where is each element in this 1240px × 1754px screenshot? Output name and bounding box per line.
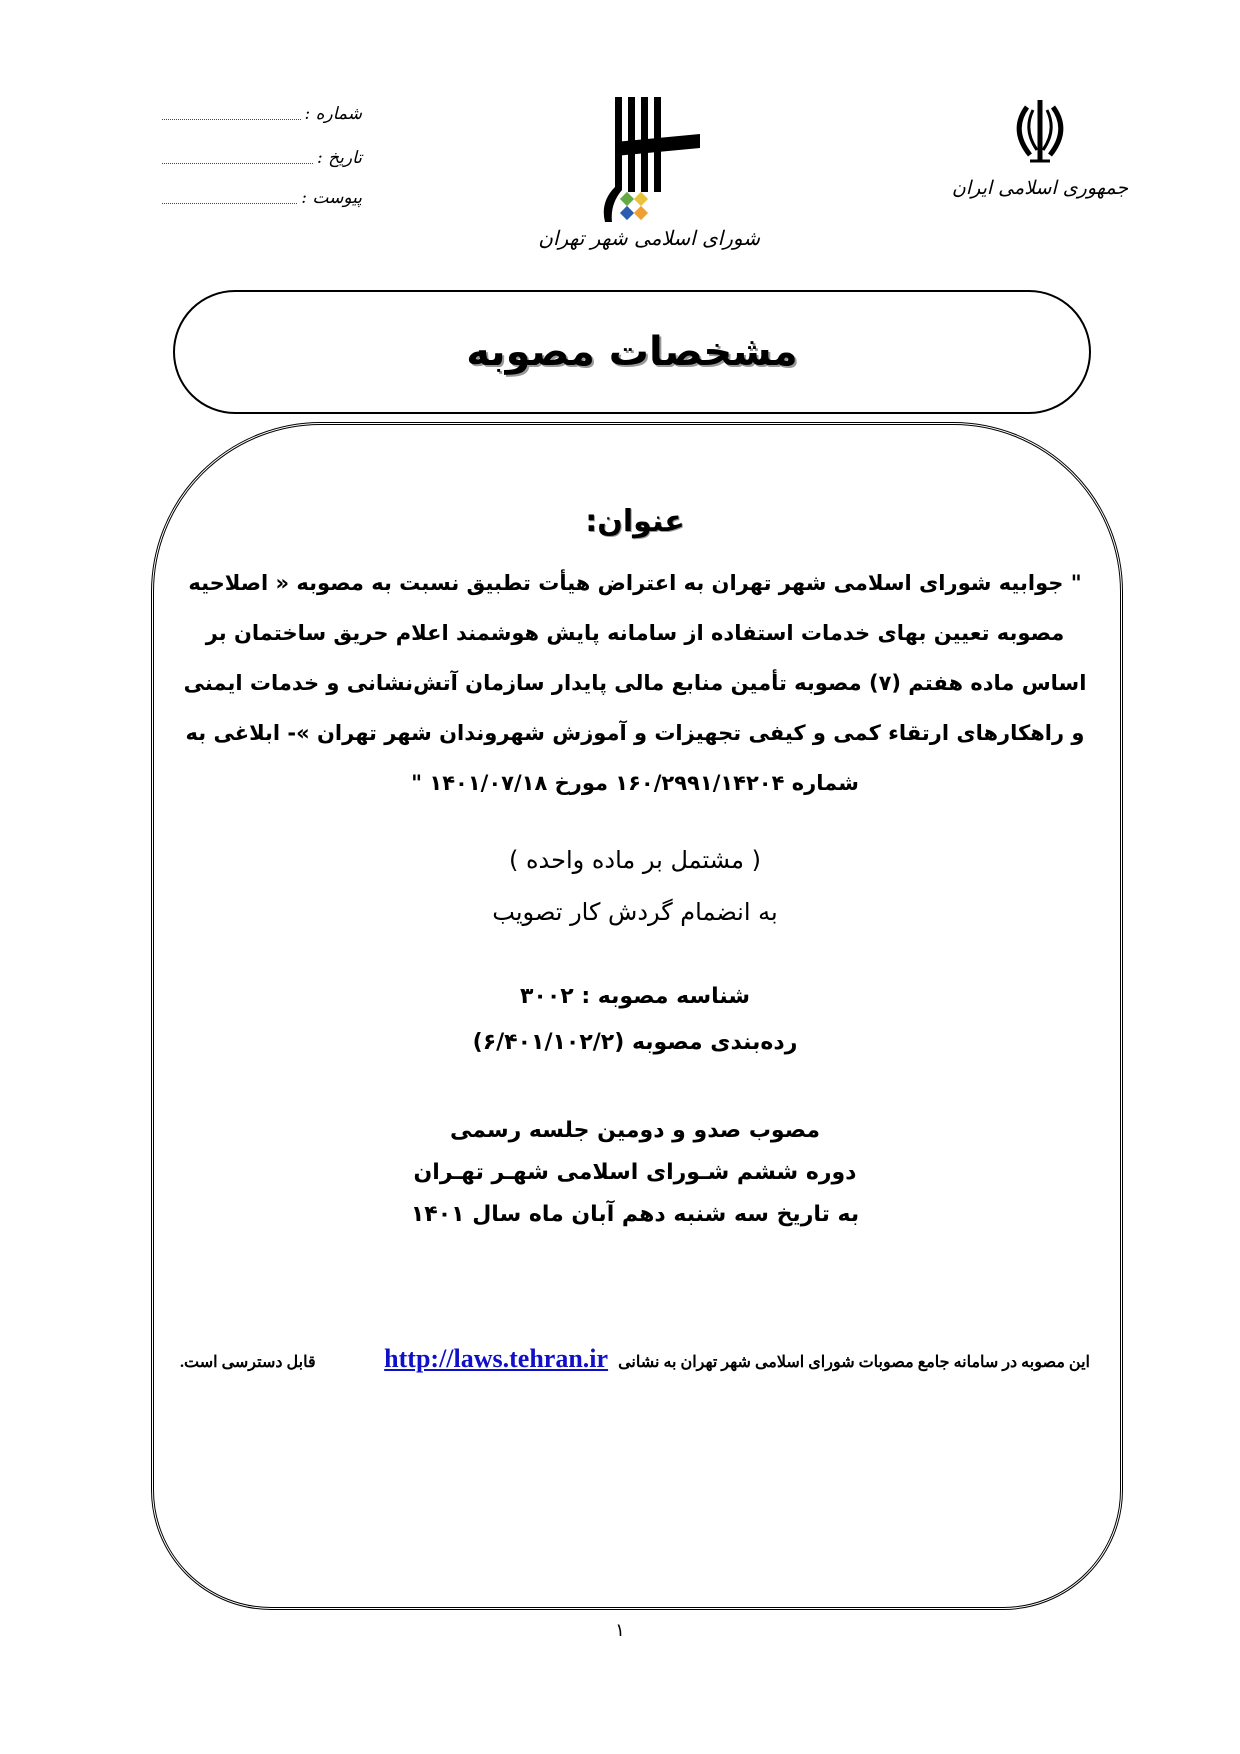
subject-label: عنوان: <box>585 504 685 539</box>
date-label: تاریخ : <box>317 148 362 168</box>
page-number: ۱ <box>615 1620 625 1641</box>
content-body <box>180 500 1090 1380</box>
page-title: مشخصات مصوبه <box>466 329 798 375</box>
approval-date: به تاریخ سه شنبه دهم آبان ماه سال ۱۴۰۱ <box>410 1202 860 1227</box>
emblem-text: جمهوری اسلامی ایران <box>951 177 1129 199</box>
footer-text-before: این مصوبه در سامانه جامع مصوبات شورای اسلامی شهر تهران به نشانی <box>618 1354 1090 1371</box>
footer-text-after: قابل دسترسی است. <box>180 1354 316 1371</box>
attachment-note: به انضمام گردش کار تصویب <box>492 898 778 926</box>
emblem-icon <box>1005 95 1075 165</box>
dotted-line <box>162 163 313 164</box>
council-logo-text: شورای اسلامی شهر تهران <box>538 226 760 250</box>
number-label: شماره : <box>304 104 362 124</box>
resolution-id: شناسه مصوبه : ۳۰۰۲ <box>519 984 751 1009</box>
footer-note <box>180 1342 1090 1380</box>
number-field <box>162 104 362 124</box>
approval-term: دوره ششم شـورای اسلامی شهـر تهـران <box>413 1160 857 1185</box>
tehran-council-logo <box>540 92 760 267</box>
header-box <box>173 290 1091 414</box>
dotted-line <box>162 119 301 120</box>
dotted-line <box>162 203 297 204</box>
iran-emblem <box>945 95 1135 199</box>
contains-note: ( مشتمل بر ماده واحده ) <box>508 846 762 874</box>
council-logo-icon <box>540 92 760 222</box>
approval-session: مصوب صدو و دومین جلسه رسمی <box>449 1118 821 1143</box>
attachment-field <box>162 188 362 208</box>
laws-link[interactable]: http://laws.tehran.ir <box>384 1344 609 1373</box>
date-field <box>162 148 362 168</box>
classification: رده‌بندی مصوبه (۶/۴۰۱/۱۰۲/۲) <box>472 1030 798 1055</box>
attachment-label: پیوست : <box>301 188 362 208</box>
subject-text: " جوابیه شورای اسلامی شهر تهران به اعتراض هیأت تطبیق نسبت به مصوبه « اصلاحیه مصوبه تعیین بهای خدمات استفاده از سامانه پایش هوشمند اعلام حریق ساختمان بر اساس ماده هفتم (۷) مصوبه تأمین منابع مالی پایدار سازمان آتش‌نشانی و خدمات ایمنی و راهکارهای ارتقاء کمی و کیفی تجهیزات و آموزش شهروندان شهر تهران »- ابلاغی به شماره ۱۶۰/۲۹۹۱/۱۴۲۰۴ مورخ ۱۴۰۱/۰۷/۱۸ " <box>183 571 1087 795</box>
footer-text <box>374 1342 1090 1380</box>
